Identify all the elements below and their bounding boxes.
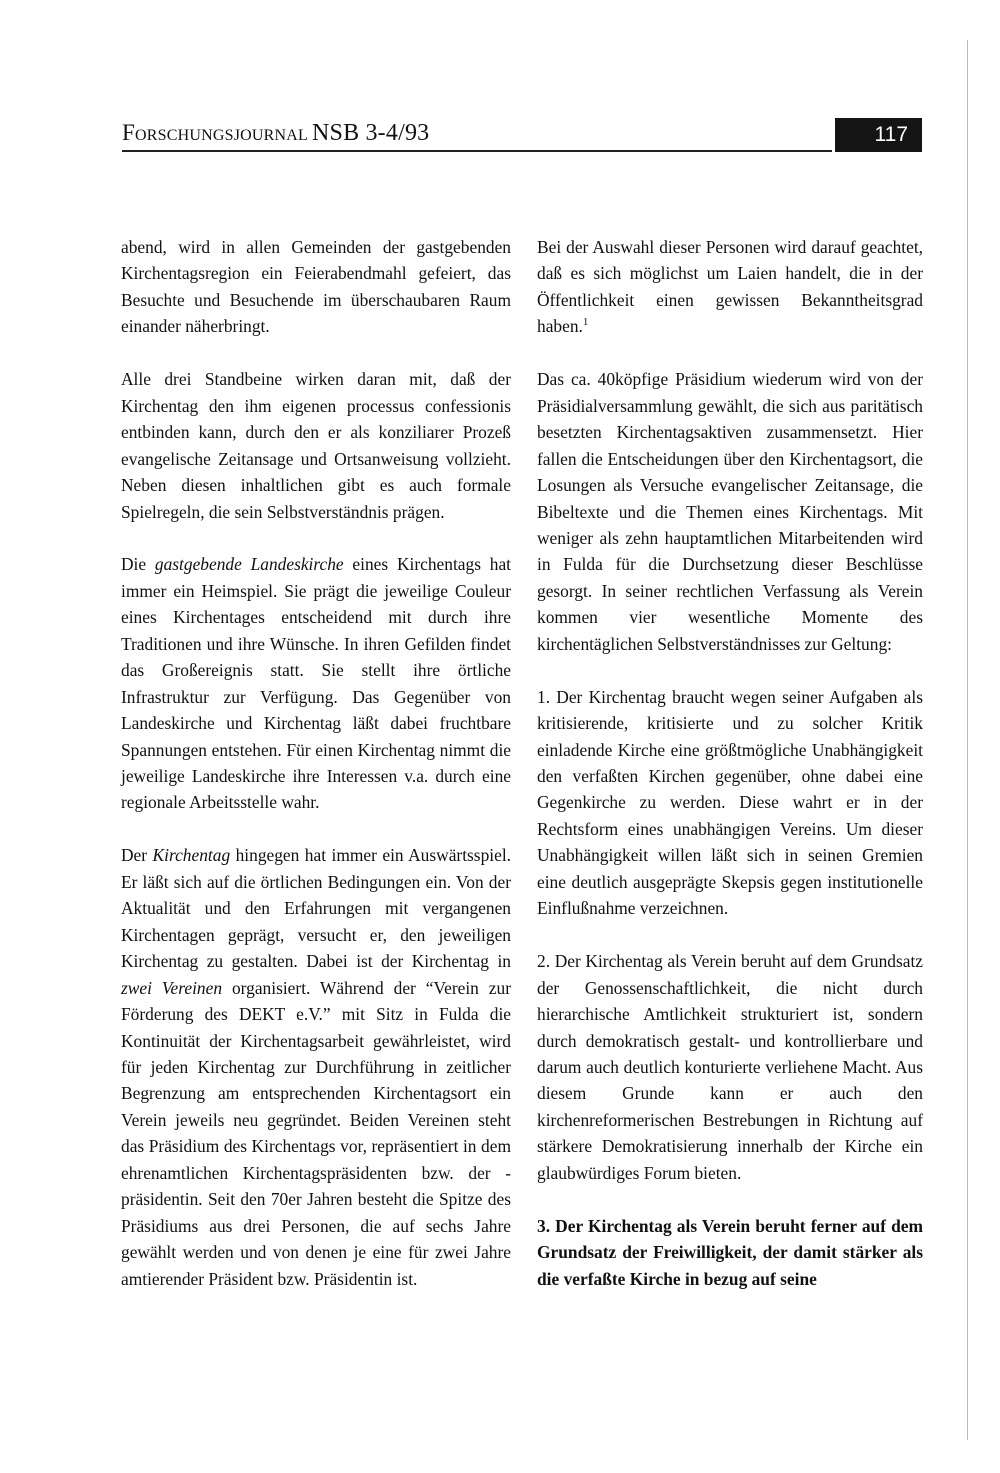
- left-paragraph-2: Alle drei Standbeine wirken daran mit, daß der Kirchentag den ihm eigenen processus confessionis entbinden kann, durch den er als konziliarer Prozeß evangelische Zeitansage und Ortsanweisung vollzieht. Neben diesen inhaltlichen gibt es auch formale Spielregeln, die sein Selbstverständnis prägen.: [121, 369, 511, 522]
- page-number: 117: [835, 118, 922, 152]
- right-paragraph-2: Das ca. 40köpfige Präsidium wiederum wird von der Präsidialversammlung gewählt, die sich aus paritätisch besetzten Kirchentagsaktiven zusammensetzt. Hier fallen die Entscheidungen über den Kirchentagsort, die Losungen als Versuche evangelischer Zeitansage, die Bibeltexte und die Themen eines Kirchentags. Mit weniger als zehn hauptamtlichen Mitarbeitenden wird in Fulda für die Durchsetzung dieser Beschlüsse gesorgt. In seiner rechtlichen Verfassung als Verein kommen vier wesentliche Momente des kirchentäglichen Selbstverständnisses zur Geltung:: [537, 369, 923, 654]
- text-run: Bei der Auswahl dieser Personen wird darauf geachtet, daß es sich möglichst um Laien handelt, die in der Öffentlichkeit einen gewissen Bekanntheitsgrad haben.: [537, 237, 923, 337]
- emphasis: Kirchentag: [152, 845, 231, 866]
- text-run: organisiert. Während der “Verein zur Förderung des DEKT e.V.” mit Sitz in Fulda die Kontinuität der Kirchentagsarbeit gewährleistet, wird für jeden Kirchentag zur Durchführung in zeitlicher Begrenzung am entsprechenden Kirchentagsort ein Verein jeweils neu gegründet. Beiden Vereinen steht das Präsidium des Kirchentags vor, repräsentiert in dem ehrenamtlichen Kirchentagspräsidenten bzw. der -präsidentin. Seit den 70er Jahren besteht die Spitze des Präsidiums aus drei Personen, die auf sechs Jahre gewählt werden und von denen je eine für zwei Jahre amtierender Präsident bzw. Präsidentin ist.: [121, 977, 511, 1289]
- running-header: [122, 116, 922, 154]
- left-paragraph-1: abend, wird in allen Gemeinden der gastgebenden Kirchentagsregion ein Feierabendmahl gefeiert, das Besuchte und Besuchende im überschaubaren Raum einander näherbringt.: [121, 237, 511, 337]
- text-run: eines Kirchentags hat immer ein Heimspiel. Sie prägt die jeweilige Couleur eines Kirchentages entscheidend mit durch ihre Traditionen und ihre Wünsche. In ihren Gefilden findet das Großereignis statt. Sie stellt ihre örtliche Infrastruktur zur Verfügung. Das Gegenüber von Landeskirche und Kirchentag läßt dabei fruchtbare Spannungen entstehen. Für einen Kirchentag nimmt die jeweilige Landeskirche ihre Interessen v.a. durch eine regionale Arbeitsstelle wahr.: [121, 554, 511, 813]
- left-paragraph-4: [121, 842, 511, 1292]
- journal-title: [122, 120, 429, 147]
- footnote-ref: 1: [582, 316, 589, 329]
- text-run: Die: [121, 554, 155, 575]
- right-paragraph-1: [537, 234, 923, 340]
- left-column: [121, 234, 511, 1319]
- journal-issue: NSB 3-4/93: [312, 120, 430, 146]
- left-paragraph-3: [121, 551, 511, 816]
- scan-margin-line: [967, 40, 968, 1440]
- journal-name: Forschungsjournal: [122, 120, 308, 145]
- emphasis: gastgebende Landeskirche: [154, 554, 344, 575]
- emphasis: zwei Vereinen: [121, 977, 223, 998]
- right-paragraph-4: 2. Der Kirchentag als Verein beruht auf dem Grundsatz der Genossenschaftlichkeit, die nicht durch hierarchische Amtlichkeit strukturiert ist, sondern durch demokratisch gestalt- und kontrollierbare und darum auch deutlich konturierte verliehene Macht. Aus diesem Grunde kann er auch den kirchenreformerischen Bestrebungen in Richtung auf stärkere Demokratisierung innerhalb der Kirche ein glaubwürdiges Forum bieten.: [537, 951, 923, 1183]
- right-paragraph-3: 1. Der Kirchentag braucht wegen seiner Aufgaben als kritisierende, kritisierte und zu solcher Kritik einladende Kirche eine größtmögliche Unabhängigkeit den verfaßten Kirchen gegenüber, ohne dabei eine Gegenkirche zu werden. Diese wahrt er in der Rechtsform eines unabhängigen Vereins. Um dieser Unabhängigkeit willen läßt sich in seinen Gremien eine deutlich ausgeprägte Skepsis gegen institutionelle Einflußnahme verzeichnen.: [537, 686, 923, 919]
- right-paragraph-5: 3. Der Kirchentag als Verein beruht ferner auf dem Grundsatz der Freiwilligkeit, der damit stärker als die verfaßte Kirche in bezug auf seine: [537, 1215, 923, 1289]
- text-run: hingegen hat immer ein Auswärtsspiel. Er läßt sich auf die örtlichen Bedingungen ein. Von der Aktualität und den Erfahrungen mit vergangenen Kirchentagen geprägt, versucht er, den jeweiligen Kirchentag zu gestalten. Dabei ist der Kirchentag in: [121, 845, 511, 972]
- right-column: [537, 234, 923, 1319]
- header-rule: [122, 150, 832, 152]
- text-run: Der: [121, 845, 153, 866]
